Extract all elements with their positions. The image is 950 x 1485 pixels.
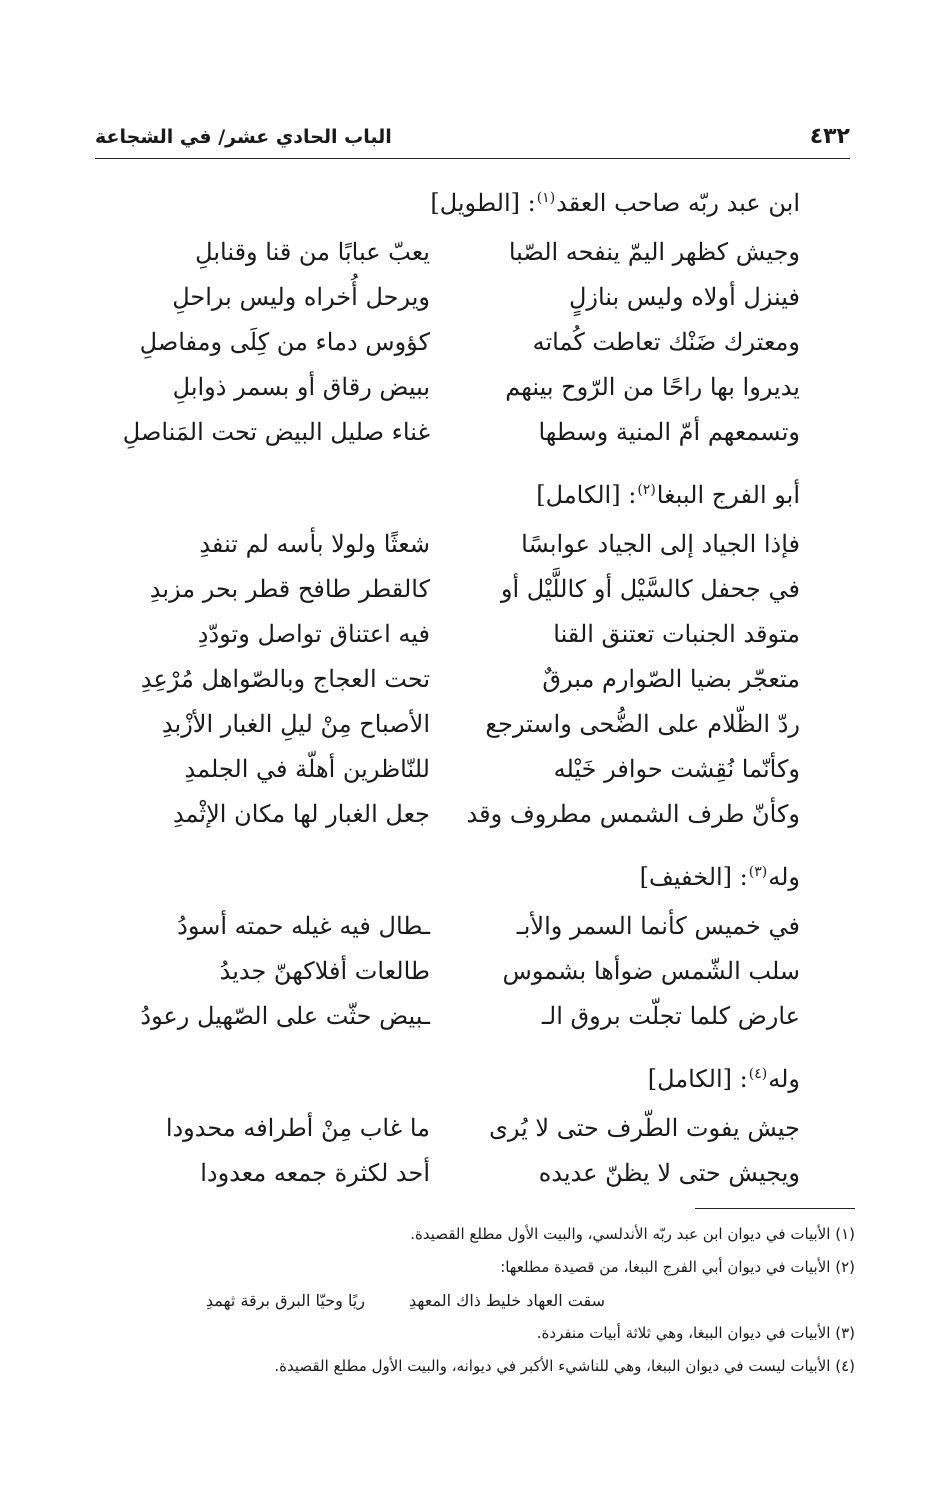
verse-line — [120, 275, 800, 320]
footnote-verse-first: سقت العهاد خليط ذاك المعهدِ — [409, 1291, 605, 1310]
footnote-verse-second: ريًا وحيّا البرق برقة ثهمدِ — [205, 1291, 365, 1310]
meter-label: : [الكامل] — [647, 1065, 748, 1093]
stanza — [120, 522, 800, 837]
verse-line — [120, 702, 800, 747]
second-hemistich: يعبّ عبابًا من قنا وقنابلِ — [195, 238, 430, 266]
page-number: ٤٣٢ — [809, 124, 850, 149]
first-hemistich: ردّ الظّلام على الضُّحى واسترجع — [485, 710, 800, 738]
verse-line — [120, 994, 800, 1039]
poet-heading — [120, 1051, 800, 1098]
stanza — [120, 230, 800, 455]
verse-line — [120, 657, 800, 702]
poet-name: وله — [768, 863, 800, 891]
verse-line — [120, 1151, 800, 1196]
first-hemistich: وكأنّ طرف الشمس مطروف وقد — [466, 800, 800, 828]
stanza — [120, 1106, 800, 1196]
verse-line — [120, 904, 800, 949]
footnote-separator — [695, 1208, 855, 1209]
poet-name: ابن عبد ربّه صاحب العقد — [556, 189, 800, 217]
first-hemistich: سلب الشّمس ضوأها بشموس — [502, 957, 800, 985]
first-hemistich: فينزل أولاه وليس بنازلٍ — [568, 283, 800, 311]
verse-line — [120, 320, 800, 365]
second-hemistich: جعل الغبار لها مكان الإثْمدِ — [172, 800, 430, 828]
second-hemistich: أحد لكثرة جمعه معدودا — [200, 1159, 430, 1187]
first-hemistich: عارض كلما تجلّت بروق الـ — [541, 1002, 800, 1030]
second-hemistich: فيه اعتناق تواصل وتودّدِ — [197, 620, 430, 648]
meter-label: : [الخفيف] — [639, 863, 748, 891]
second-hemistich: ـطال فيه غيله حمته أسودُ — [177, 912, 430, 940]
verse-line — [120, 410, 800, 455]
second-hemistich: ما غاب مِنْ أطرافه محدودا — [165, 1114, 430, 1142]
second-hemistich: ـبيض حثّت على الصّهيل رعودُ — [140, 1002, 430, 1030]
footnotes — [95, 1218, 855, 1383]
first-hemistich: وتسمعهم أمّ المنية وسطها — [538, 418, 800, 446]
footnote-4: (٤) الأبيات ليست في ديوان الببغا، وهي للناشيء الأكبر في ديوانه، والبيت الأول مطلع القصيدة. — [274, 1357, 855, 1375]
poet-heading — [120, 467, 800, 514]
verse-line — [120, 1106, 800, 1151]
poet-heading — [120, 175, 800, 222]
second-hemistich: شعثًا ولولا بأسه لم تنفدِ — [199, 530, 430, 558]
first-hemistich: يديروا بها راحًا من الرّوح بينهم — [505, 373, 800, 401]
verse-line — [120, 612, 800, 657]
page-header — [95, 118, 850, 159]
verse-line — [120, 949, 800, 994]
verse-line — [120, 522, 800, 567]
first-hemistich: في جحفل كالسَّيْل أو كاللَّيْل أو — [500, 575, 800, 603]
second-hemistich: ببيض رقاق أو بسمر ذوابلِ — [172, 373, 430, 401]
footnote-ref[interactable]: (٢) — [637, 482, 656, 498]
footnote-verse — [95, 1284, 855, 1317]
first-hemistich: متعجّر بضيا الصّوارم مبرقٌ — [542, 665, 800, 693]
footnote-ref[interactable]: (٣) — [748, 864, 768, 880]
first-hemistich: وكأنّما نُقِشت حوافر خَيْله — [553, 755, 800, 783]
meter-label: : [الطويل] — [430, 189, 536, 217]
running-title: الباب الحادي عشر/ في الشجاعة — [95, 126, 392, 148]
first-hemistich: وجيش كظهر اليمّ ينفحه الصّبا — [508, 238, 800, 266]
second-hemistich: تحت العجاج وبالصّواهل مُرْعِدِ — [140, 665, 430, 693]
second-hemistich: غناء صليل البيض تحت المَناصلِ — [122, 418, 430, 446]
footnote-ref[interactable]: (١) — [536, 190, 556, 206]
meter-label: : [الكامل] — [536, 481, 637, 509]
verse-line — [120, 230, 800, 275]
first-hemistich: جيش يفوت الطّرف حتى لا يُرى — [489, 1114, 800, 1142]
second-hemistich: طالعات أفلاكهنّ جديدُ — [219, 957, 430, 985]
verse-line — [120, 365, 800, 410]
poet-name: أبو الفرج الببغا — [656, 481, 800, 509]
first-hemistich: فإذا الجياد إلى الجياد عوابسًا — [521, 530, 800, 558]
second-hemistich: للنّاظرين أهلّة في الجلمدِ — [184, 755, 430, 783]
footnote-ref[interactable]: (٤) — [748, 1066, 768, 1082]
second-hemistich: الأصباح مِنْ ليلِ الغبار الأزْبدِ — [161, 710, 430, 738]
first-hemistich: ويجيش حتى لا يظنّ عديده — [538, 1159, 800, 1187]
verse-line — [120, 747, 800, 792]
footnote-2: (٢) الأبيات في ديوان أبي الفرج الببغا، من قصيدة مطلعها: — [500, 1258, 855, 1276]
footnote-1: (١) الأبيات في ديوان ابن عبد ربّه الأندلسي، والبيت الأول مطلع القصيدة. — [410, 1225, 855, 1243]
second-hemistich: كؤوس دماء من كِلَى ومفاصلِ — [139, 328, 430, 356]
first-hemistich: متوقد الجنبات تعتنق القنا — [553, 620, 800, 648]
first-hemistich: ومعترك ضَنْك تعاطت كُماته — [532, 328, 800, 356]
second-hemistich: ويرحل أُخراه وليس براحلِ — [172, 283, 430, 311]
second-hemistich: كالقطر طافح قطر بحر مزبدِ — [149, 575, 430, 603]
poetry-content — [120, 175, 800, 1208]
poet-heading — [120, 849, 800, 896]
first-hemistich: في خميس كأنما السمر والأبـ — [516, 912, 800, 940]
verse-line — [120, 567, 800, 612]
poet-name: وله — [768, 1065, 800, 1093]
verse-line — [120, 792, 800, 837]
footnote-3: (٣) الأبيات في ديوان الببغا، وهي ثلاثة أبيات منفردة. — [536, 1324, 855, 1342]
stanza — [120, 904, 800, 1039]
